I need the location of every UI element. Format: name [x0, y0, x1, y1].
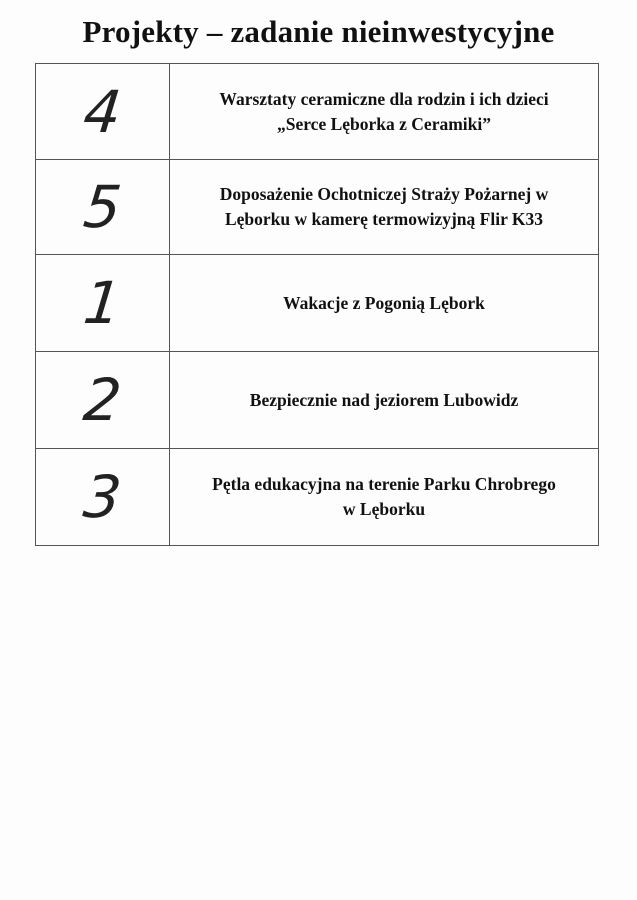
project-number: 3 — [80, 463, 125, 531]
project-name-line: Wakacje z Pogonią Lębork — [283, 292, 485, 313]
project-name-cell — [170, 352, 599, 449]
project-name-line: w Lęborku — [342, 499, 426, 519]
project-name-cell — [170, 449, 599, 546]
table-row — [36, 64, 599, 160]
project-number-cell — [36, 352, 170, 449]
projects-table — [35, 63, 599, 546]
project-number-cell — [36, 64, 170, 160]
project-name-line: Doposażenie Ochotniczej Straży Pożarnej w — [219, 184, 549, 204]
project-number-cell — [36, 160, 170, 255]
table-row — [36, 160, 599, 255]
project-number: 5 — [80, 173, 125, 241]
project-name-line: Lęborku w kamerę termowizyjną Flir K33 — [224, 209, 544, 229]
project-number: 2 — [80, 366, 125, 434]
project-name-line: Warsztaty ceramiczne dla rodzin i ich dzieci — [219, 88, 549, 109]
table-row — [36, 352, 599, 449]
project-name-line: Bezpiecznie nad jeziorem Lubowidz — [249, 389, 519, 410]
table-row — [36, 449, 599, 546]
project-number: 4 — [80, 77, 125, 146]
project-number-cell — [36, 449, 170, 546]
project-number-cell — [36, 255, 170, 352]
project-name-cell — [170, 255, 599, 352]
project-name-cell — [170, 160, 599, 255]
project-number: 1 — [80, 269, 125, 337]
project-name-cell — [170, 64, 599, 160]
table-row — [36, 255, 599, 352]
page-title: Projekty – zadanie nieinwestycyjne — [82, 14, 555, 49]
project-name-line: „Serce Lęborka z Ceramiki” — [276, 113, 491, 134]
project-name-line: Pętla edukacyjna na terenie Parku Chrobrego — [212, 474, 556, 494]
